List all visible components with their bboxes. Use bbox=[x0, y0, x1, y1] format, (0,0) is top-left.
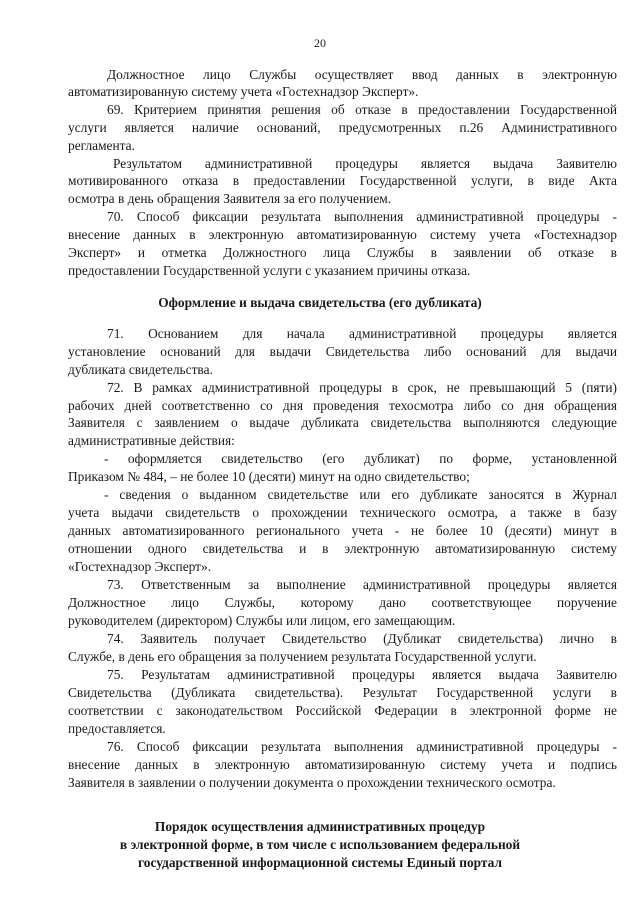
text-line-p6-l2: рабочих дней соответственно со дня проведения техосмотра либо со дня обращения bbox=[68, 398, 617, 413]
text-line-p7-l2: Приказом № 484, – не более 10 (десяти) минут на одно свидетельство; bbox=[68, 469, 470, 484]
text-line-p5-l1: 71. Основанием для начала административной процедуры является bbox=[107, 326, 617, 341]
page-number: 20 bbox=[314, 36, 326, 50]
text-line-p8-l5: «Гостехнадзор Эксперт». bbox=[68, 559, 212, 574]
text-line-p6-l4: административные действия: bbox=[68, 433, 235, 448]
text-line-p1-l1: Должностное лицо Службы осуществляет ввод данных в электронную bbox=[107, 67, 617, 82]
heading-procedures-l2: в электронной форме, в том числе с использованием федеральной bbox=[119, 837, 521, 852]
heading-procedures-l3: государственной информационной системы Единый портал bbox=[138, 855, 502, 870]
text-line-p4-l4: предоставлении Государственной услуги с указанием причины отказа. bbox=[68, 263, 471, 278]
text-line-p8-l3: данных автоматизированного регионального учета - не более 10 (десяти) минут в bbox=[68, 523, 617, 538]
text-line-p5-l3: дубликата свидетельства. bbox=[68, 362, 213, 377]
heading-procedures-l1: Порядок осуществления административных процедур bbox=[154, 819, 486, 834]
text-line-p2-l2: услуги является наличие оснований, предусмотренных п.26 Административного bbox=[68, 120, 617, 135]
text-line-p2-l3: регламента. bbox=[68, 138, 135, 153]
text-line-p11-l3: соответствии с законодательством Российской Федерации в электронной форме не bbox=[68, 703, 617, 718]
text-line-p4-l3: Эксперт» и отметка Должностного лица Службы в заявлении об отказе в bbox=[68, 245, 617, 260]
text-line-p7-l1: - оформляется свидетельство (его дубликат) по форме, установленной bbox=[104, 451, 617, 466]
text-line-p8-l2: учета выдачи свидетельств о прохождении технического осмотра, а также в базу bbox=[68, 505, 617, 520]
text-line-p8-l1: - сведения о выданном свидетельстве или его дубликате заносятся в Журнал bbox=[104, 487, 617, 502]
text-line-p1-l2: автоматизированную систему учета «Гостехнадзор Эксперт». bbox=[68, 84, 419, 99]
text-line-p6-l1: 72. В рамках административной процедуры в срок, не превышающий 5 (пяти) bbox=[107, 380, 617, 395]
text-line-p11-l4: предоставляется. bbox=[68, 721, 166, 736]
text-line-p12-l2: внесение данных в электронную автоматизированную систему учета и подпись bbox=[68, 757, 617, 772]
text-line-p2-l1: 69. Критерием принятия решения об отказе в предоставлении Государственной bbox=[107, 102, 617, 117]
text-line-p12-l3: Заявителя в заявлении о получении документа о прохождении технического осмотра. bbox=[68, 775, 556, 790]
text-line-p4-l1: 70. Способ фиксации результата выполнения административной процедуры - bbox=[107, 209, 617, 224]
text-line-p5-l2: установление оснований для выдачи Свидетельства либо оснований для выдачи bbox=[68, 344, 617, 359]
text-line-p8-l4: отношении одного свидетельства и в электронную автоматизированную систему bbox=[68, 541, 617, 556]
text-line-p4-l2: внесение данных в электронную автоматизированную систему учета «Гостехнадзор bbox=[68, 227, 617, 242]
text-line-p9-l1: 73. Ответственным за выполнение административной процедуры является bbox=[107, 577, 617, 592]
text-line-p10-l2: Службе, в день его обращения за получением результата Государственной услуги. bbox=[68, 649, 537, 664]
text-line-p11-l1: 75. Результатам административной процедуры является выдача Заявителю bbox=[107, 667, 617, 682]
text-line-p3-l2: мотивированного отказа в предоставлении Государственной услуги, в виде Акта bbox=[68, 173, 617, 188]
text-line-p3-l3: осмотра в день обращения Заявителя за его получением. bbox=[68, 191, 392, 206]
text-line-p11-l2: Свидетельства (Дубликата свидетельства). Результат Государственной услуги в bbox=[68, 685, 617, 700]
text-line-p12-l1: 76. Способ фиксации результата выполнения административной процедуры - bbox=[107, 739, 617, 754]
text-line-p3-l1: Результатом административной процедуры является выдача Заявителю bbox=[113, 156, 617, 171]
text-line-p9-l3: руководителем (директором) Службы или лицом, его замещающим. bbox=[68, 613, 456, 628]
text-line-p10-l1: 74. Заявитель получает Свидетельство (Дубликат свидетельства) лично в bbox=[107, 631, 617, 646]
text-line-p9-l2: Должностное лицо Службы, которому дано соответствующее поручение bbox=[68, 595, 617, 610]
text-line-p6-l3: Заявителя с заявлением о выдаче дубликата свидетельства выполняются следующие bbox=[68, 415, 617, 430]
heading-certificate: Оформление и выдача свидетельства (его дубликата) bbox=[158, 295, 482, 310]
